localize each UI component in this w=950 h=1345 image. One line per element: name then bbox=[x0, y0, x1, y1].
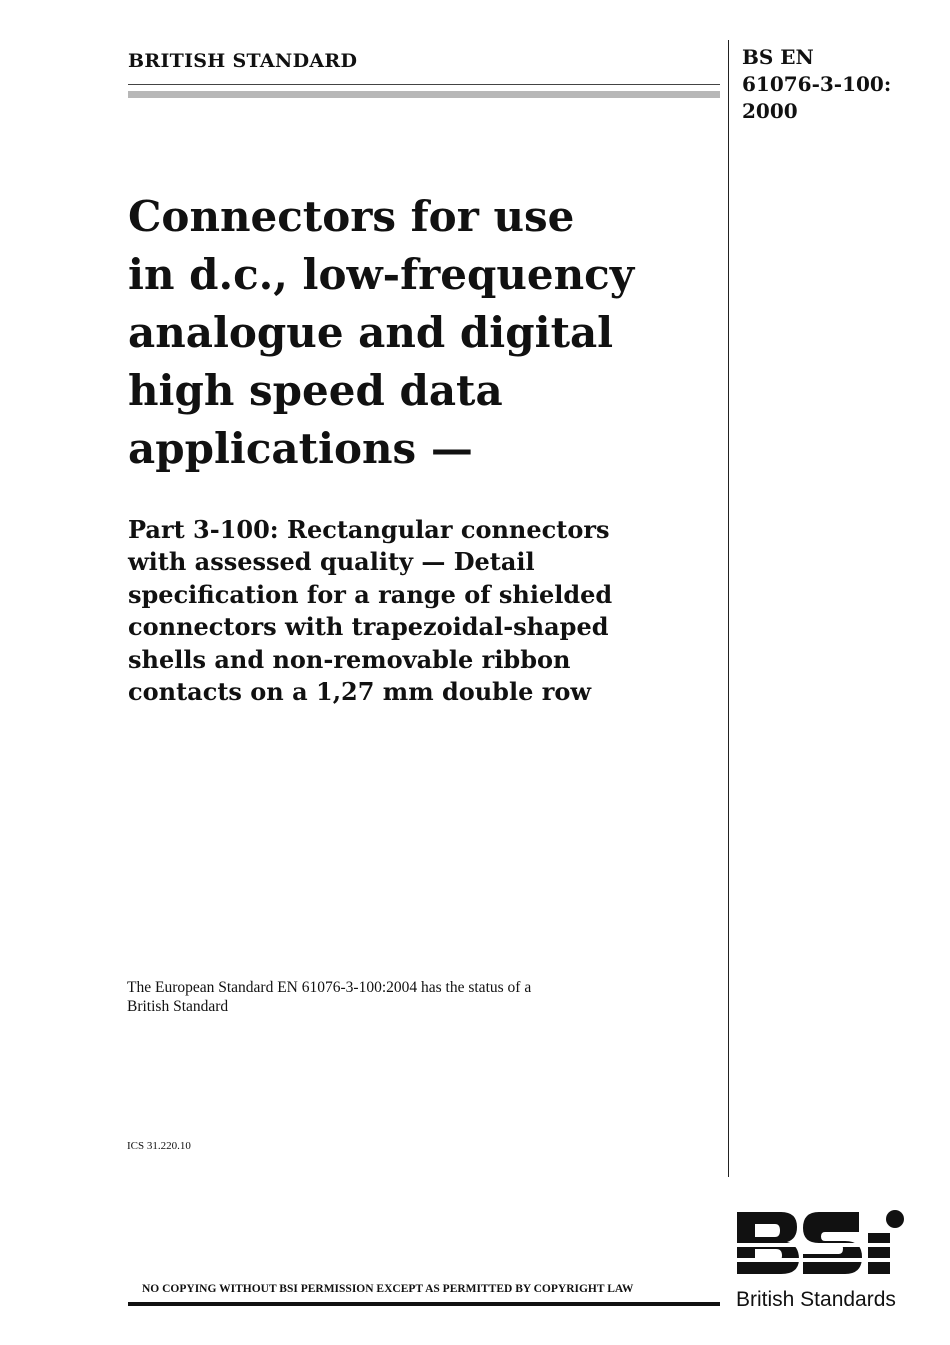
standard-number-line: 61076-3-100: bbox=[742, 72, 892, 96]
main-title-line: analogue and digital bbox=[128, 308, 614, 357]
standard-number-line: BS EN bbox=[742, 45, 814, 69]
footer-rule bbox=[128, 1302, 720, 1306]
header-rule-grey bbox=[128, 91, 720, 98]
part-title-line: contacts on a 1,27 mm double row bbox=[128, 677, 592, 707]
part-title-line: with assessed quality — Detail bbox=[128, 547, 535, 577]
main-title-line: in d.c., low-frequency bbox=[128, 250, 635, 299]
ics-code: ICS 31.220.10 bbox=[127, 1140, 191, 1152]
header-label: BRITISH STANDARD bbox=[128, 50, 358, 72]
bsi-logo-mark bbox=[735, 1208, 907, 1288]
status-note-line: The European Standard EN 61076-3-100:2004 has the status of a bbox=[127, 979, 532, 996]
status-note bbox=[127, 978, 687, 1016]
copyright-notice: NO COPYING WITHOUT BSI PERMISSION EXCEPT AS PERMITTED BY COPYRIGHT LAW bbox=[142, 1283, 634, 1295]
logo-caption: British Standards bbox=[736, 1288, 896, 1311]
status-note-line: British Standard bbox=[127, 998, 229, 1015]
main-title-line: applications — bbox=[128, 424, 473, 473]
margin-vertical-line bbox=[728, 40, 729, 1177]
standard-number bbox=[742, 44, 891, 125]
main-title bbox=[128, 188, 723, 478]
part-title-line: specification for a range of shielded bbox=[128, 579, 613, 609]
main-title-line: high speed data bbox=[128, 366, 503, 415]
part-title-line: shells and non-removable ribbon bbox=[128, 644, 571, 674]
part-title-line: connectors with trapezoidal-shaped bbox=[128, 612, 609, 642]
main-title-line: Connectors for use bbox=[128, 192, 575, 241]
header-rule-thin bbox=[128, 84, 720, 85]
part-title-line: Part 3-100: Rectangular connectors bbox=[128, 515, 610, 544]
part-title bbox=[128, 514, 723, 708]
standard-number-line: 2000 bbox=[742, 99, 798, 123]
